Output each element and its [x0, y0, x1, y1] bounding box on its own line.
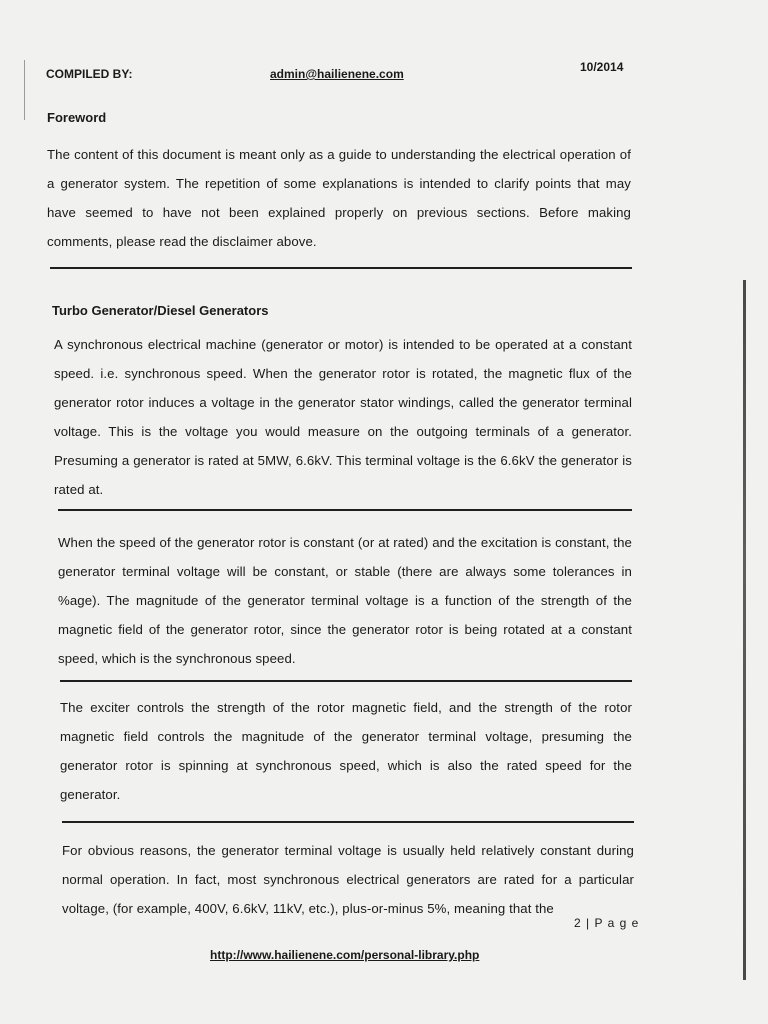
document-date: 10/2014	[580, 60, 624, 74]
paragraph-synchronous-machine: A synchronous electrical machine (generator or motor) is intended to be operated at a constant speed. i.e. synchronous speed. When the generator rotor is rotated, the magnetic flux of the generator rotor induces a voltage in the generator stator windings, called the generator terminal voltage. This is the voltage you would measure on the outgoing terminals of a generator. Presuming a generator is rated at 5MW, 6.6kV. This terminal voltage is the 6.6kV the generator is rated at.	[54, 337, 632, 497]
foreword-paragraph: The content of this document is meant only as a guide to understanding the electrical operation of a generator system. The repetition of some explanations is intended to clarify points that may have seemed to have not been explained properly on previous sections. Before making comments, please read the disclaimer above.	[47, 147, 631, 249]
compiled-by-label: COMPILED BY:	[46, 67, 133, 81]
foreword-heading: Foreword	[47, 110, 107, 125]
section-divider	[50, 267, 632, 269]
footer-url-link[interactable]: http://www.hailienene.com/personal-library.php	[210, 948, 480, 962]
document-header	[46, 60, 636, 84]
section-heading: Turbo Generator/Diesel Generators	[52, 303, 269, 318]
author-email-link[interactable]: admin@hailienene.com	[270, 67, 404, 81]
paragraph-rotor-speed: When the speed of the generator rotor is constant (or at rated) and the excitation is constant, the generator terminal voltage will be constant, or stable (there are always some tolerances in %age). The magnitude of the generator terminal voltage is a function of the strength of the magnetic field of the generator rotor, since the generator rotor is being rotated at a constant speed, which is the synchronous speed.	[58, 535, 632, 666]
section-divider	[58, 509, 632, 511]
section-divider	[62, 821, 634, 823]
section-divider	[60, 680, 632, 682]
page-number: 2 | P a g e	[574, 916, 640, 930]
paragraph-terminal-voltage: For obvious reasons, the generator terminal voltage is usually held relatively constant during normal operation. In fact, most synchronous electrical generators are rated for a particular voltage, (for example, 400V, 6.6kV, 11kV, etc.), plus-or-minus 5%, meaning that the	[62, 843, 634, 916]
paragraph-exciter: The exciter controls the strength of the rotor magnetic field, and the strength of the rotor magnetic field controls the magnitude of the generator terminal voltage, presuming the generator rotor is spinning at synchronous speed, which is also the rated speed for the generator.	[60, 700, 632, 802]
